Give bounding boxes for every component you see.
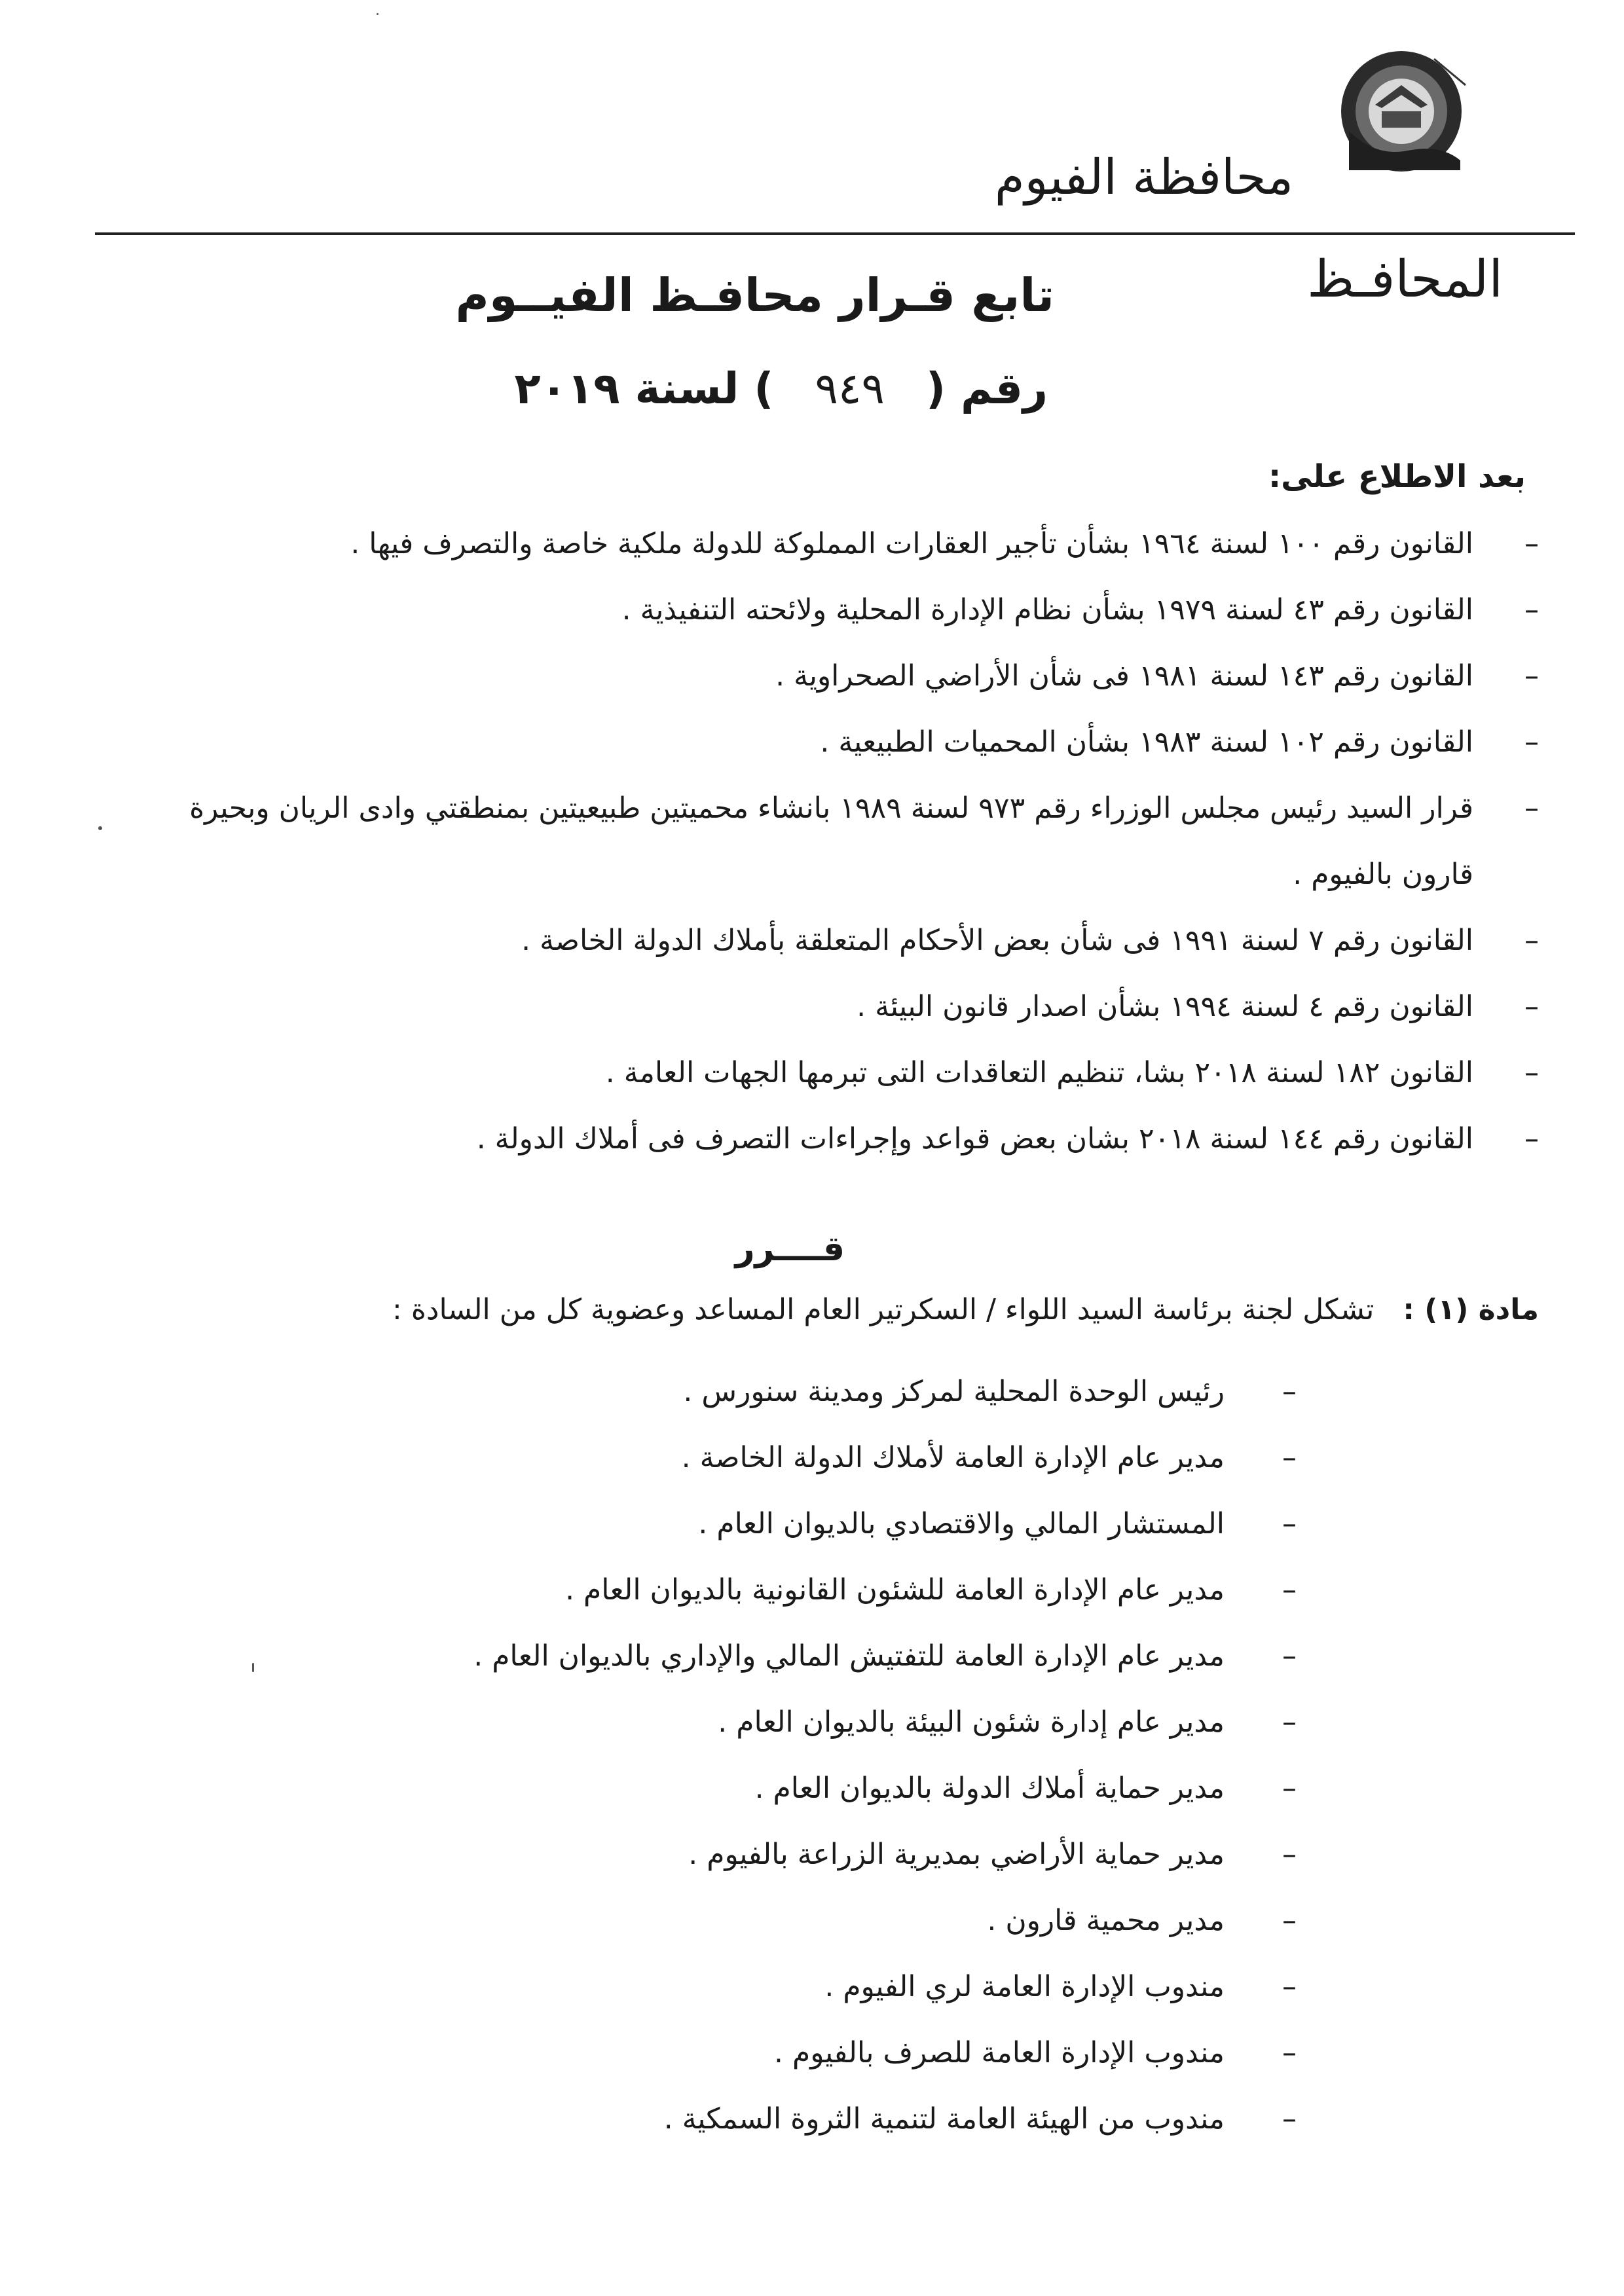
list-item: – القانون رقم ٧ لسنة ١٩٩١ فى شأن بعض الأحكام المتعلقة بأملاك الدولة الخاصة . bbox=[177, 907, 1539, 974]
header-divider bbox=[95, 232, 1575, 235]
list-item: – مدير عام الإدارة العامة للشئون القانونية بالديوان العام . bbox=[170, 1557, 1297, 1623]
list-item: – رئيس الوحدة المحلية لمركز ومدينة سنورس . bbox=[170, 1358, 1297, 1425]
decree-number-suffix: ) لسنة ٢٠١٩ bbox=[514, 363, 774, 414]
list-item: – القانون رقم ١٠٢ لسنة ١٩٨٣ بشأن المحميات الطبيعية . bbox=[177, 709, 1539, 775]
bullet-dash: – bbox=[1282, 2102, 1297, 2136]
article-text: تشكل لجنة برئاسة السيد اللواء / السكرتير العام المساعد وعضوية كل من السادة : bbox=[392, 1293, 1375, 1326]
list-item: – مندوب الإدارة العامة لري الفيوم . bbox=[170, 1954, 1297, 2020]
list-item: – مندوب من الهيئة العامة لتنمية الثروة السمكية . bbox=[170, 2086, 1297, 2152]
list-item: – مدير حماية الأراضي بمديرية الزراعة بالفيوم . bbox=[170, 1821, 1297, 1887]
decree-number-value: ٩٤٩ bbox=[815, 363, 885, 414]
committee-member-list bbox=[170, 1358, 1297, 2152]
bullet-dash: – bbox=[1282, 1639, 1297, 1673]
scan-speck bbox=[377, 13, 378, 15]
bullet-dash: – bbox=[1524, 1056, 1539, 1089]
bullet-dash: – bbox=[1282, 1970, 1297, 2003]
list-item: – القانون رقم ١٠٠ لسنة ١٩٦٤ بشأن تأجير العقارات المملوكة للدولة ملكية خاصة والتصرف فيها . bbox=[177, 511, 1539, 577]
list-item: – مدير محمية قارون . bbox=[170, 1887, 1297, 1954]
bullet-dash: – bbox=[1282, 1772, 1297, 1805]
list-item: – المستشار المالي والاقتصادي بالديوان العام . bbox=[170, 1491, 1297, 1557]
bullet-dash: – bbox=[1282, 1705, 1297, 1739]
bullet-dash: – bbox=[1524, 792, 1539, 825]
bullet-dash: – bbox=[1524, 659, 1539, 693]
article-1 bbox=[392, 1293, 1539, 1326]
list-item: – القانون رقم ٤ لسنة ١٩٩٤ بشأن اصدار قانون البيئة . bbox=[177, 974, 1539, 1040]
bullet-dash: – bbox=[1282, 1904, 1297, 1937]
bullet-dash: – bbox=[1282, 1507, 1297, 1540]
bullet-dash: – bbox=[1524, 1122, 1539, 1156]
decree-title: تابع قـرار محافـظ الفيــوم bbox=[455, 268, 1054, 322]
bullet-dash: – bbox=[1282, 1441, 1297, 1474]
intro-heading: بعد الاطلاع على: bbox=[1268, 458, 1526, 495]
bullet-dash: – bbox=[1524, 527, 1539, 560]
bullet-dash: – bbox=[1524, 924, 1539, 957]
article-label: مادة (١) : bbox=[1403, 1293, 1539, 1326]
law-list bbox=[177, 511, 1539, 1172]
bullet-dash: – bbox=[1282, 1573, 1297, 1607]
scan-speck bbox=[98, 826, 102, 830]
governorate-name: محافظة الفيوم bbox=[994, 149, 1293, 206]
decree-number-row bbox=[514, 363, 1048, 414]
list-item: – القانون رقم ١٤٣ لسنة ١٩٨١ فى شأن الأراضي الصحراوية . bbox=[177, 643, 1539, 709]
decision-heading: قــــرر bbox=[735, 1230, 845, 1269]
list-item: – القانون ١٨٢ لسنة ٢٠١٨ بشا، تنظيم التعاقدات التى تبرمها الجهات العامة . bbox=[177, 1040, 1539, 1106]
governorate-seal-icon bbox=[1336, 46, 1467, 177]
bullet-dash: – bbox=[1524, 725, 1539, 759]
list-item: – مدير عام الإدارة العامة للتفتيش المالي والإداري بالديوان العام . bbox=[170, 1623, 1297, 1689]
bullet-dash: – bbox=[1524, 593, 1539, 627]
list-item: – مدير حماية أملاك الدولة بالديوان العام . bbox=[170, 1755, 1297, 1821]
list-item: – قرار السيد رئيس مجلس الوزراء رقم ٩٧٣ لسنة ١٩٨٩ بانشاء محميتين طبيعيتين بمنطقتي وادى الريان وبحيرة قارون بالفيوم . bbox=[177, 775, 1539, 907]
bullet-dash: – bbox=[1524, 990, 1539, 1023]
governor-title: المحافـظ bbox=[1307, 250, 1503, 309]
bullet-dash: – bbox=[1282, 2036, 1297, 2069]
decree-number-prefix: رقم ( bbox=[925, 363, 1048, 414]
list-item: – القانون رقم ١٤٤ لسنة ٢٠١٨ بشان بعض قواعد وإجراءات التصرف فى أملاك الدولة . bbox=[177, 1106, 1539, 1172]
scan-speck bbox=[252, 1663, 254, 1672]
list-item: – القانون رقم ٤٣ لسنة ١٩٧٩ بشأن نظام الإدارة المحلية ولائحته التنفيذية . bbox=[177, 577, 1539, 643]
bullet-dash: – bbox=[1282, 1838, 1297, 1871]
list-item: – مدير عام الإدارة العامة لأملاك الدولة الخاصة . bbox=[170, 1425, 1297, 1491]
list-item: – مندوب الإدارة العامة للصرف بالفيوم . bbox=[170, 2020, 1297, 2086]
bullet-dash: – bbox=[1282, 1375, 1297, 1408]
list-item: – مدير عام إدارة شئون البيئة بالديوان العام . bbox=[170, 1689, 1297, 1755]
